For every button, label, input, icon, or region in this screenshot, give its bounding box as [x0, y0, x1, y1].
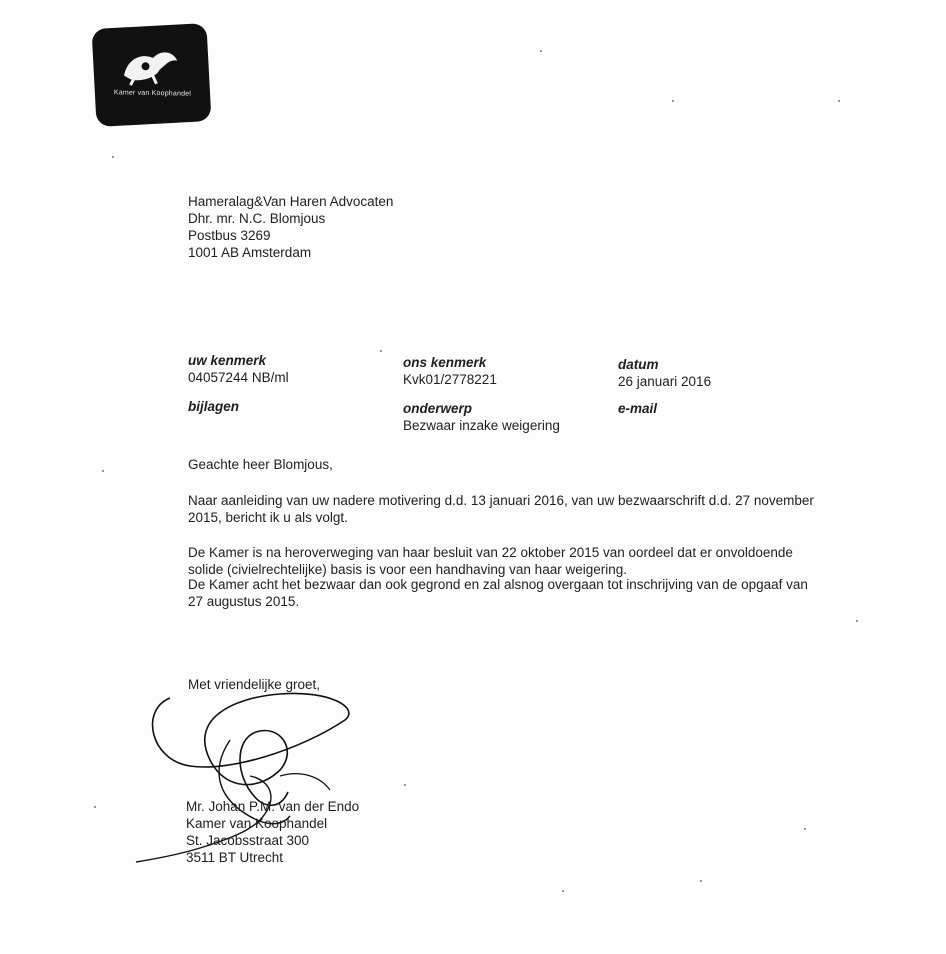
scan-speck — [856, 620, 858, 622]
onderwerp-label: onderwerp — [403, 401, 473, 416]
paragraph-2: De Kamer is na heroverweging van haar besluit van 22 oktober 2015 van oordeel dat er onvoldoende solide (civielrechtelijke) basis is voor een handhaving van haar weigering. — [188, 545, 793, 577]
email-label: e-mail — [618, 401, 658, 416]
recipient-line: Hameralag&Van Haren Advocaten — [188, 194, 394, 209]
onderwerp-value: Bezwaar inzake weigering — [403, 418, 560, 433]
paragraph-3: De Kamer acht het bezwaar dan ook gegrond en zal alsnog overgaan tot inschrijving van de opgaaf van 27 augustus 2015. — [188, 577, 808, 609]
signer-line: St. Jacobsstraat 300 — [186, 833, 310, 848]
email — [618, 400, 657, 417]
onderwerp — [403, 400, 560, 434]
uw-kenmerk — [188, 352, 289, 386]
recipient-line: Postbus 3269 — [188, 228, 271, 243]
ons-kenmerk-value: Kvk01/2778221 — [403, 372, 497, 387]
ons-kenmerk-label: ons kenmerk — [403, 355, 487, 370]
uw-kenmerk-value: 04057244 NB/ml — [188, 370, 289, 385]
datum-label: datum — [618, 357, 659, 372]
signer-block — [186, 798, 359, 866]
scan-speck — [102, 470, 104, 472]
scan-speck — [838, 100, 840, 102]
scan-speck — [562, 890, 564, 892]
signer-line: Kamer van Koophandel — [186, 816, 328, 831]
closing: Met vriendelijke groet, — [188, 677, 321, 692]
signer-line: 3511 BT Utrecht — [186, 850, 284, 865]
bijlagen — [188, 398, 239, 415]
scan-speck — [700, 880, 702, 882]
salutation: Geachte heer Blomjous, — [188, 457, 333, 472]
ons-kenmerk — [403, 354, 497, 388]
scan-speck — [404, 784, 406, 786]
scan-speck — [540, 50, 542, 52]
kvk-logo — [92, 23, 212, 127]
paragraph-1: Naar aanleiding van uw nadere motivering d.d. 13 januari 2016, van uw bezwaarschrift d.d. 27 november 2015, bericht ik u als volgt. — [188, 493, 814, 525]
scan-speck — [804, 828, 806, 830]
datum — [618, 356, 711, 390]
signer-line: Mr. Johan P.M. van der Endo — [186, 799, 360, 814]
scan-speck — [672, 100, 674, 102]
datum-value: 26 januari 2016 — [618, 374, 712, 389]
scan-speck — [380, 350, 382, 352]
logo-text: Kamer van Koophandel — [113, 89, 192, 98]
recipient-line: Dhr. mr. N.C. Blomjous — [188, 211, 326, 226]
scan-speck — [112, 156, 114, 158]
recipient-line: 1001 AB Amsterdam — [188, 245, 312, 260]
scan-speck — [94, 806, 96, 808]
kvk-logo-icon — [114, 42, 186, 91]
recipient-address — [188, 193, 393, 261]
uw-kenmerk-label: uw kenmerk — [188, 353, 267, 368]
bijlagen-label: bijlagen — [188, 399, 240, 414]
